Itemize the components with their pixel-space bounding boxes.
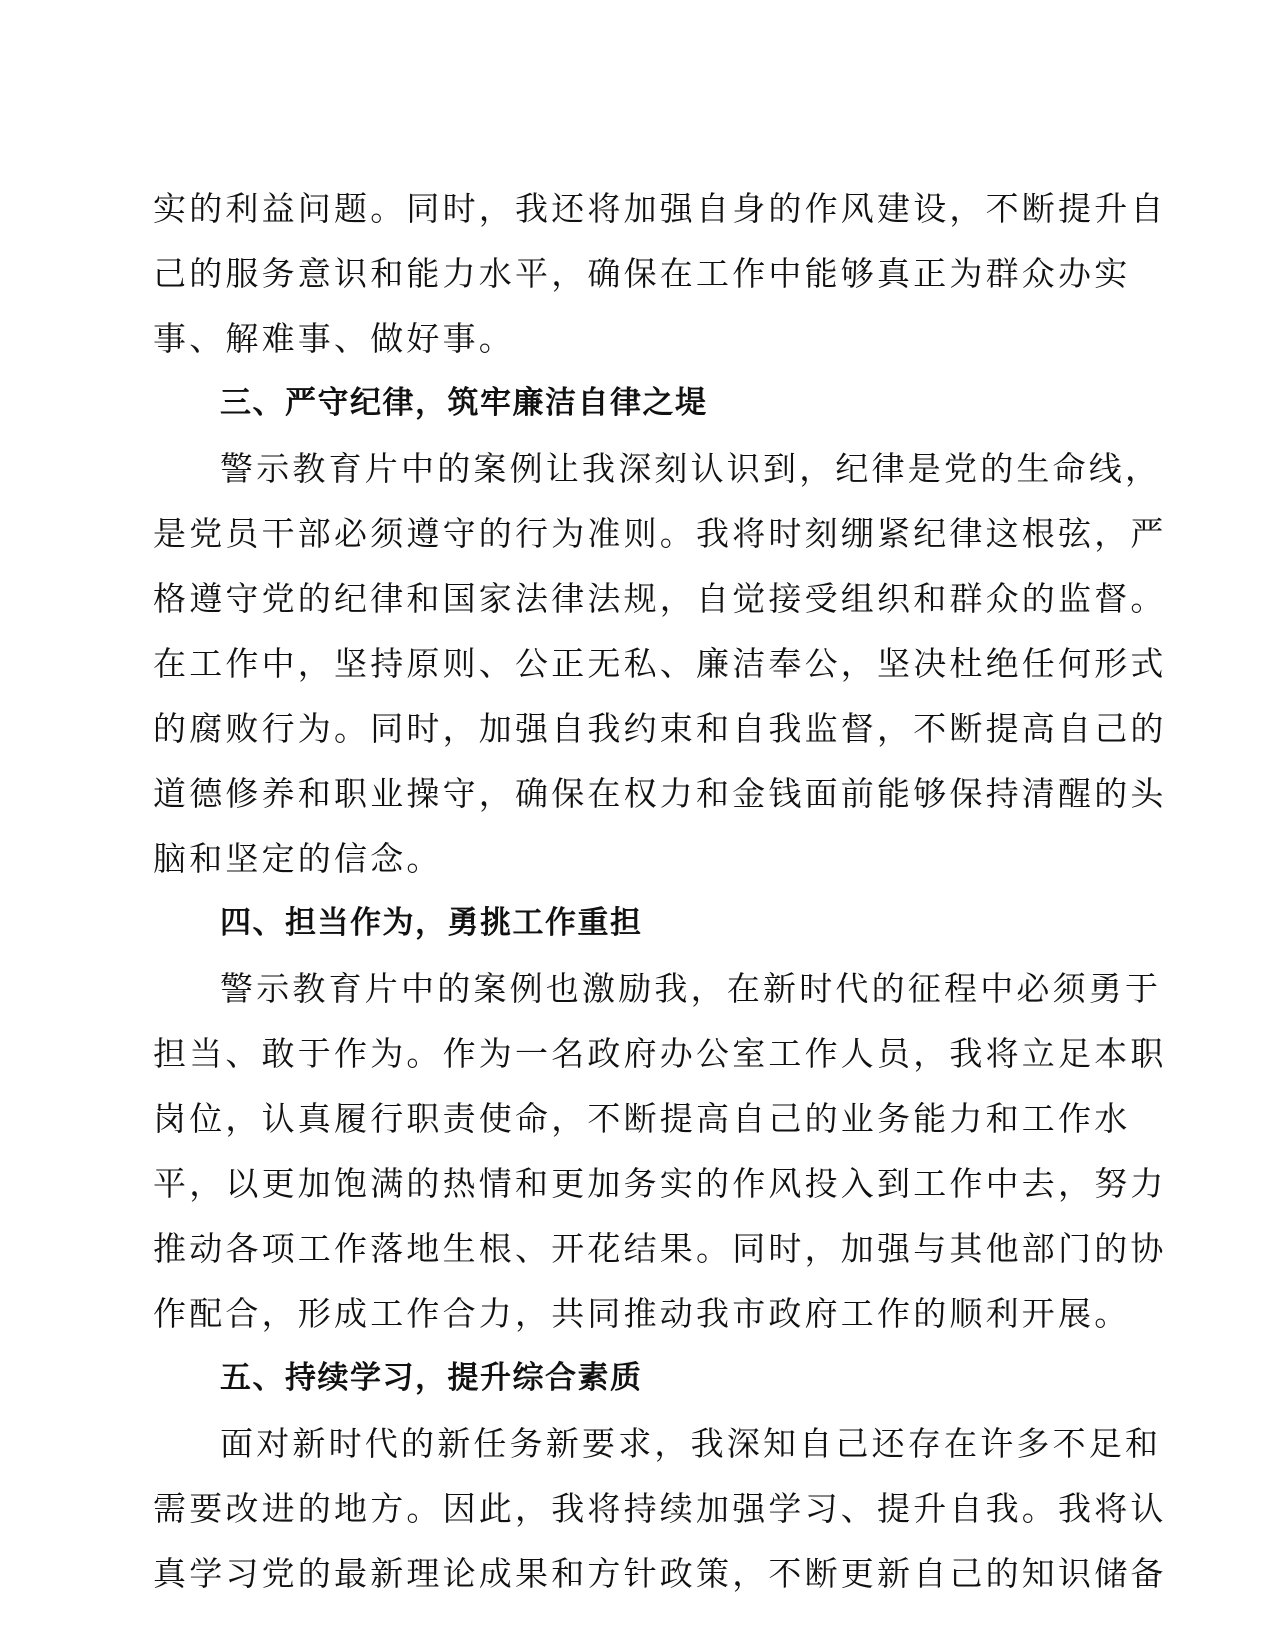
text-line: 需要改进的地方。因此，我将持续加强学习、提升自我。我将认	[153, 1489, 1167, 1528]
text-line: 脑和坚定的信念。	[153, 839, 443, 878]
document-page	[153, 176, 1167, 1606]
text-line: 担当、敢于作为。作为一名政府办公室工作人员，我将立足本职	[153, 1034, 1167, 1073]
text-line: 在工作中，坚持原则、公正无私、廉洁奉公，坚决杜绝任何形式	[153, 644, 1167, 683]
text-line: 是党员干部必须遵守的行为准则。我将时刻绷紧纪律这根弦，严	[153, 514, 1167, 553]
text-line: 格遵守党的纪律和国家法律法规，自觉接受组织和群众的监督。	[153, 579, 1167, 618]
section-heading-4: 四、担当作为，勇挑工作重担	[220, 905, 643, 941]
paragraph-first-line: 警示教育片中的案例也激励我，在新时代的征程中必须勇于	[220, 969, 1162, 1008]
text-line: 作配合，形成工作合力，共同推动我市政府工作的顺利开展。	[153, 1294, 1131, 1333]
text-line: 己的服务意识和能力水平，确保在工作中能够真正为群众办实	[153, 254, 1131, 293]
text-line: 平，以更加饱满的热情和更加务实的作风投入到工作中去，努力	[153, 1164, 1167, 1203]
paragraph-first-line: 警示教育片中的案例让我深刻认识到，纪律是党的生命线，	[220, 449, 1162, 488]
section-heading-3: 三、严守纪律，筑牢廉洁自律之堤	[220, 385, 708, 421]
text-line: 真学习党的最新理论成果和方针政策，不断更新自己的知识储备	[153, 1554, 1167, 1593]
text-line: 的腐败行为。同时，加强自我约束和自我监督，不断提高自己的	[153, 709, 1167, 748]
text-line: 事、解难事、做好事。	[153, 319, 515, 358]
paragraph-first-line: 面对新时代的新任务新要求，我深知自己还存在许多不足和	[220, 1424, 1162, 1463]
text-line: 道德修养和职业操守，确保在权力和金钱面前能够保持清醒的头	[153, 774, 1167, 813]
section-heading-5: 五、持续学习，提升综合素质	[220, 1360, 643, 1396]
text-line: 岗位，认真履行职责使命，不断提高自己的业务能力和工作水	[153, 1099, 1131, 1138]
text-line: 实的利益问题。同时，我还将加强自身的作风建设，不断提升自	[153, 189, 1167, 228]
text-line: 推动各项工作落地生根、开花结果。同时，加强与其他部门的协	[153, 1229, 1167, 1268]
